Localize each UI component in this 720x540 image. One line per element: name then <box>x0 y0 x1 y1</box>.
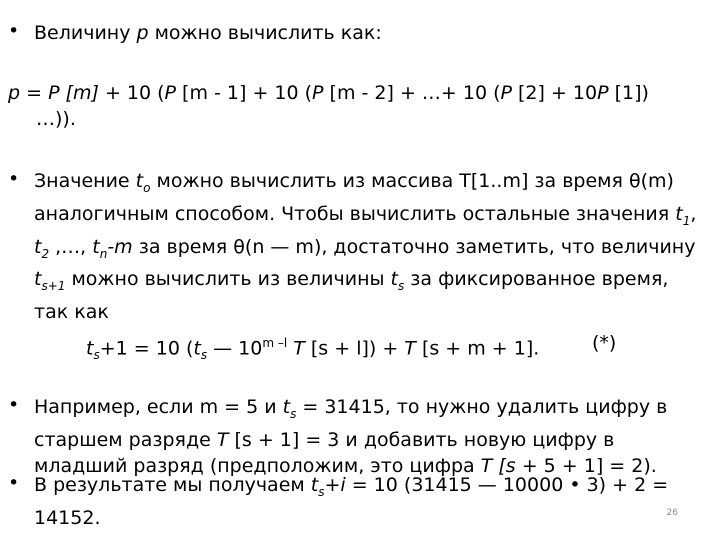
text-fragment: за фиксированное время, так как <box>34 268 669 324</box>
subscript: s+1 <box>41 279 66 294</box>
bullet-marker: • <box>8 394 20 416</box>
text-fragment: Значение <box>34 170 136 192</box>
variable-t: t <box>86 337 94 360</box>
text-fragment: В результате мы получаем <box>34 474 311 496</box>
variable-t: t <box>193 337 201 360</box>
text-fragment: за время θ(n — m), достаточно заметить, что величину <box>132 235 696 258</box>
variable-t: t <box>310 474 319 496</box>
variable-p: p <box>8 82 21 104</box>
subscript: s <box>290 406 297 421</box>
text-fragment: Например, если m = 5 и <box>34 396 283 418</box>
bullet-marker: • <box>8 168 20 190</box>
formula-label <box>592 330 652 356</box>
text-fragment: ,…, <box>49 235 93 258</box>
variable-P: P <box>597 82 609 104</box>
text-fragment: можно вычислить из массива T[1..m] за время θ(m) аналогичным способом. Чтобы вычислить остальные значения <box>34 170 676 225</box>
subscript: 1 <box>682 213 691 228</box>
variable-P: P <box>164 82 177 104</box>
subscript: s <box>93 348 100 363</box>
variable-i: i <box>340 474 346 496</box>
variable-t: t <box>282 396 291 418</box>
bullet-text-4 <box>34 472 698 531</box>
text-fragment: [m - 1] + 10 ( <box>176 82 313 104</box>
superscript: m –l <box>262 336 288 350</box>
text-fragment: = 31415, то нужно удалить цифру в старшем разряде <box>34 396 668 451</box>
text-fragment: можно вычислить из величины <box>65 268 391 291</box>
text-fragment: [s + m + 1]. <box>415 337 540 360</box>
variable-P: P <box>312 82 324 104</box>
text-fragment: +1 = 10 ( <box>99 337 194 360</box>
variable-T: T <box>293 337 305 360</box>
text-fragment: -m <box>107 235 133 258</box>
bullet-item-3 <box>8 394 698 479</box>
variable-t: t <box>34 268 42 291</box>
bullet-item-4 <box>8 472 698 531</box>
variable-p: p <box>136 22 149 44</box>
variable-T: T [s <box>480 454 516 477</box>
bullet-marker: • <box>8 20 20 42</box>
equation-label: (*) <box>592 332 617 354</box>
variable-T: T <box>404 337 416 360</box>
subscript: s <box>200 348 208 363</box>
variable-t: t <box>675 202 683 225</box>
text-fragment: Величину <box>34 22 137 44</box>
text-fragment: …)). <box>36 108 76 130</box>
text-fragment: — 10 <box>207 337 263 360</box>
text-fragment: [m - 2] + …+ 10 ( <box>323 82 501 104</box>
bullet-marker: • <box>8 472 20 494</box>
bullet-item-1 <box>8 20 698 46</box>
bullet-item-2 <box>8 168 698 325</box>
subscript: s <box>318 484 325 499</box>
text-fragment: [2] + 10 <box>511 82 598 104</box>
variable-P: P [m] <box>48 82 99 104</box>
bullet-text-3 <box>34 394 698 479</box>
variable-t: t <box>34 235 42 258</box>
text-fragment: , <box>690 202 697 225</box>
variable-P: P <box>500 82 512 104</box>
text-fragment: + 10 ( <box>98 82 165 104</box>
text-fragment: [s + l]) + <box>304 337 405 360</box>
variable-t: t <box>92 235 100 258</box>
subscript: n <box>99 246 108 261</box>
subscript: s <box>397 279 405 294</box>
text-fragment: [s + 1] = 3 и добавить новую цифру в младший разряд (предположим, это цифра <box>34 428 615 477</box>
page-number: 26 <box>666 508 678 518</box>
subscript: 2 <box>41 246 50 261</box>
variable-t: t <box>390 268 398 291</box>
text-fragment: + <box>324 474 341 496</box>
formula-ts <box>8 330 686 368</box>
formula-p-continuation <box>8 106 720 132</box>
subscript: o <box>143 180 151 195</box>
variable-T: T <box>216 428 229 451</box>
text-fragment: можно вычислить как: <box>148 22 382 44</box>
text-fragment: = <box>20 82 49 104</box>
text-fragment: + 5 + 1] = 2). <box>515 454 657 477</box>
formula-p <box>8 80 698 106</box>
variable-t: t <box>135 170 144 192</box>
text-fragment: = 10 (31415 — 10000 • 3) + 2 = 14152. <box>34 474 669 529</box>
bullet-text-1 <box>34 20 698 46</box>
text-fragment: [1]) <box>608 82 649 104</box>
bullet-text-2 <box>34 168 698 325</box>
